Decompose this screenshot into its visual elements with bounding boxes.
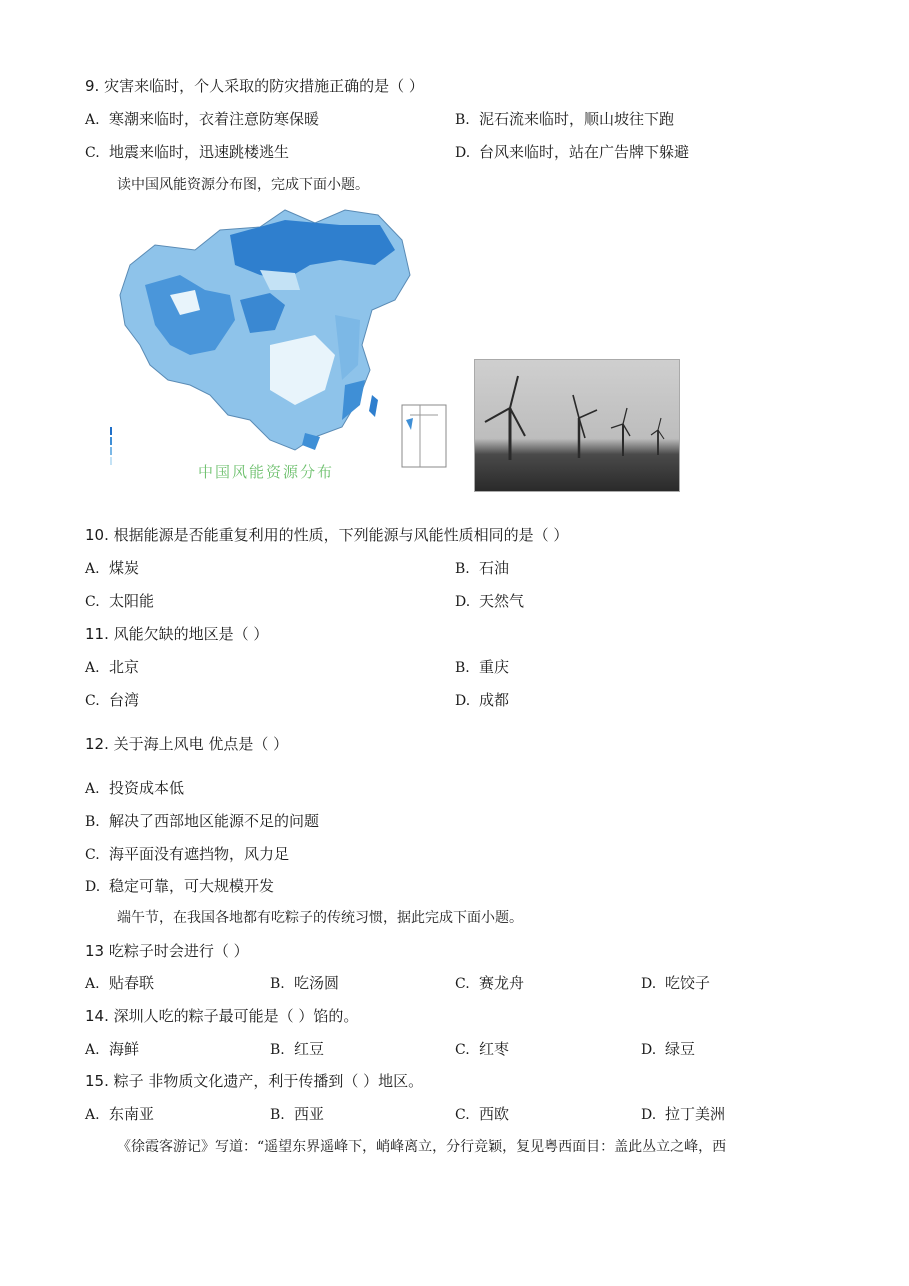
option-text: 西欧: [479, 1105, 510, 1123]
option-letter: C.: [455, 1042, 470, 1058]
question-12-option-b[interactable]: [85, 811, 319, 832]
question-12-option-d[interactable]: [85, 876, 274, 897]
option-text: 稳定可靠，可大规模开发: [109, 877, 275, 895]
question-13-option-b[interactable]: [270, 973, 339, 994]
option-letter: A.: [85, 660, 100, 676]
option-text: 太阳能: [109, 592, 155, 610]
question-9-option-d[interactable]: [455, 142, 689, 163]
option-letter: B.: [455, 660, 470, 676]
option-letter: C.: [85, 594, 100, 610]
question-10-option-c[interactable]: [85, 591, 154, 612]
option-letter: B.: [455, 561, 470, 577]
question-10-option-b[interactable]: [455, 558, 509, 579]
option-text: 寒潮来临时，衣着注意防寒保暖: [109, 110, 320, 128]
option-letter: A.: [85, 976, 100, 992]
question-12-option-a[interactable]: [85, 778, 184, 799]
question-15-option-d[interactable]: [641, 1104, 725, 1125]
option-text: 泥石流来临时，顺山坡往下跑: [479, 110, 675, 128]
option-text: 红枣: [479, 1040, 510, 1058]
option-text: 重庆: [479, 658, 510, 676]
option-text: 拉丁美洲: [665, 1105, 726, 1123]
option-text: 北京: [109, 658, 140, 676]
offshore-wind-turbine-photo: [474, 359, 680, 492]
question-11-option-a[interactable]: [85, 657, 139, 678]
option-letter: C.: [455, 976, 470, 992]
question-10-option-d[interactable]: [455, 591, 524, 612]
question-12-option-c[interactable]: [85, 844, 289, 865]
question-13-option-a[interactable]: [85, 973, 154, 994]
option-text: 投资成本低: [109, 779, 185, 797]
turbine-drawing: [475, 360, 679, 491]
question-14-option-d[interactable]: [641, 1039, 695, 1060]
option-text: 绿豆: [665, 1040, 696, 1058]
option-letter: B.: [270, 1107, 285, 1123]
question-14-option-a[interactable]: [85, 1039, 139, 1060]
question-10-stem: 10. 根据能源是否能重复利用的性质，下列能源与风能性质相同的是（ ）: [85, 526, 569, 544]
option-text: 西亚: [294, 1105, 325, 1123]
option-letter: C.: [455, 1107, 470, 1123]
option-letter: A.: [85, 1107, 100, 1123]
option-text: 海平面没有遮挡物，风力足: [109, 845, 290, 863]
option-letter: C.: [85, 693, 100, 709]
question-11-option-b[interactable]: [455, 657, 509, 678]
option-text: 红豆: [294, 1040, 325, 1058]
option-letter: C.: [85, 847, 100, 863]
option-letter: A.: [85, 781, 100, 797]
question-10-option-a[interactable]: [85, 558, 139, 579]
question-15-stem: 15. 粽子 非物质文化遗产，利于传播到（ ）地区。: [85, 1072, 424, 1090]
option-letter: A.: [85, 561, 100, 577]
option-text: 赛龙舟: [479, 974, 525, 992]
option-text: 台风来临时，站在广告牌下躲避: [479, 143, 690, 161]
option-text: 煤炭: [109, 559, 140, 577]
option-text: 解决了西部地区能源不足的问题: [109, 812, 320, 830]
option-letter: D.: [455, 145, 471, 161]
question-14-option-c[interactable]: [455, 1039, 509, 1060]
option-letter: B.: [270, 976, 285, 992]
question-13-stem: 13 吃粽子时会进行（ ）: [85, 942, 249, 960]
option-text: 吃汤圆: [294, 974, 340, 992]
option-text: 海鲜: [109, 1040, 140, 1058]
question-13-option-c[interactable]: [455, 973, 524, 994]
question-15-option-c[interactable]: [455, 1104, 509, 1125]
option-text: 东南亚: [109, 1105, 155, 1123]
option-letter: D.: [641, 1107, 657, 1123]
option-letter: B.: [270, 1042, 285, 1058]
option-letter: B.: [85, 814, 100, 830]
question-13-option-d[interactable]: [641, 973, 710, 994]
china-wind-resource-map: [110, 205, 455, 495]
map-caption: 中国风能资源分布: [198, 463, 335, 481]
option-text: 吃饺子: [665, 974, 711, 992]
option-letter: A.: [85, 1042, 100, 1058]
question-12-stem: 12. 关于海上风电 优点是（ ）: [85, 735, 289, 753]
option-letter: D.: [455, 594, 471, 610]
question-14-stem: 14. 深圳人吃的粽子最可能是（ ）馅的。: [85, 1007, 359, 1025]
option-letter: D.: [455, 693, 471, 709]
option-letter: C.: [85, 145, 100, 161]
question-9-option-b[interactable]: [455, 109, 674, 130]
option-letter: D.: [85, 879, 101, 895]
option-text: 成都: [479, 691, 510, 709]
question-15-option-b[interactable]: [270, 1104, 324, 1125]
dragon-boat-section-intro: 端午节，在我国各地都有吃粽子的传统习惯，据此完成下面小题。: [117, 910, 523, 926]
question-11-option-c[interactable]: [85, 690, 139, 711]
question-11-option-d[interactable]: [455, 690, 509, 711]
option-letter: D.: [641, 1042, 657, 1058]
question-11-stem: 11. 风能欠缺的地区是（ ）: [85, 625, 269, 643]
option-letter: B.: [455, 112, 470, 128]
question-9-option-c[interactable]: [85, 142, 289, 163]
map-drawing: [110, 205, 455, 495]
option-text: 天然气: [479, 592, 525, 610]
question-15-option-a[interactable]: [85, 1104, 154, 1125]
question-9-stem: 9. 灾害来临时，个人采取的防灾措施正确的是（ ）: [85, 77, 424, 95]
option-letter: D.: [641, 976, 657, 992]
option-text: 石油: [479, 559, 510, 577]
option-text: 地震来临时，迅速跳楼逃生: [109, 143, 290, 161]
option-text: 台湾: [109, 691, 140, 709]
question-9-option-a[interactable]: [85, 109, 319, 130]
option-letter: A.: [85, 112, 100, 128]
xu-xiake-passage-intro: 《徐霞客游记》写道：“遥望东界遥峰下，峭峰离立，分行竞颖，复见粤西面目：盖此丛立之峰，西: [117, 1139, 727, 1155]
option-text: 贴春联: [109, 974, 155, 992]
wind-section-intro: 读中国风能资源分布图，完成下面小题。: [117, 177, 369, 193]
question-14-option-b[interactable]: [270, 1039, 324, 1060]
